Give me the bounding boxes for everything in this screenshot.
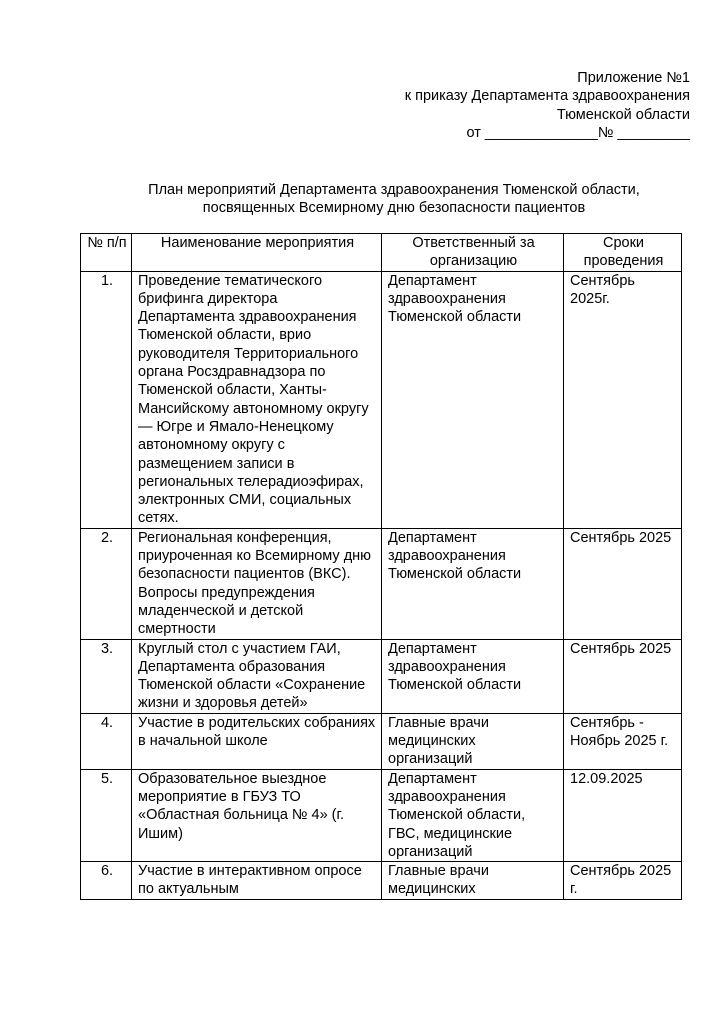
row-number: 3.: [81, 639, 132, 713]
event-name: Региональная конференция, приуроченная ко Всемирному дню безопасности пациентов (ВКС). Вопросы предупреждения младенческой и детской смертности: [132, 528, 382, 639]
event-dates: Сентябрь - Ноябрь 2025 г.: [564, 713, 682, 769]
event-dates: Сентябрь 2025 г.: [564, 862, 682, 900]
event-name: Проведение тематического брифинга директора Департамента здравоохранения Тюменской области, врио руководителя Территориального органа Росздравнадзора по Тюменской области, Ханты-Мансийскому автономному округу — Югре и Ямало-Ненецкому автономному округу с размещением записи в региональных телерадиоэфирах, электронных СМИ, социальных сетях.: [132, 271, 382, 528]
event-name: Образовательное выездное мероприятие в ГБУЗ ТО «Областная больница № 4» (г. Ишим): [132, 769, 382, 861]
table-row: [81, 271, 682, 528]
event-responsible: Департамент здравоохранения Тюменской области: [382, 271, 564, 528]
table-row: [81, 769, 682, 861]
title-line-1: План мероприятий Департамента здравоохранения Тюменской области,: [148, 182, 640, 198]
document-title: [80, 181, 708, 218]
table-row: [81, 528, 682, 639]
event-responsible: Главные врачи медицинских: [382, 862, 564, 900]
table-row: [81, 713, 682, 769]
event-dates: 12.09.2025: [564, 769, 682, 861]
table-row: [81, 639, 682, 713]
event-name: Круглый стол с участием ГАИ, Департамента образования Тюменской области «Сохранение жизни и здоровья детей»: [132, 639, 382, 713]
event-responsible: Департамент здравоохранения Тюменской области: [382, 639, 564, 713]
event-name: Участие в интерактивном опросе по актуальным: [132, 862, 382, 900]
column-header-dates: Сроки проведения: [564, 234, 682, 272]
event-name: Участие в родительских собраниях в начальной школе: [132, 713, 382, 769]
event-dates: Сентябрь 2025: [564, 639, 682, 713]
event-dates: Сентябрь 2025г.: [564, 271, 682, 528]
column-header-responsible: Ответственный за организацию: [382, 234, 564, 272]
event-dates: Сентябрь 2025: [564, 528, 682, 639]
appendix-region: Тюменской области: [556, 106, 690, 123]
table-header-row: [81, 234, 682, 272]
title-line-2: посвященных Всемирному дню безопасности пациентов: [202, 200, 586, 217]
appendix-date-number: от ______________№ _________: [466, 124, 690, 141]
event-responsible: Главные врачи медицинских организаций: [382, 713, 564, 769]
column-header-name: Наименование мероприятия: [132, 234, 382, 272]
row-number: 6.: [81, 862, 132, 900]
column-header-number: № п/п: [81, 234, 132, 272]
event-responsible: Департамент здравоохранения Тюменской области: [382, 528, 564, 639]
row-number: 2.: [81, 528, 132, 639]
row-number: 5.: [81, 769, 132, 861]
appendix-order-ref: к приказу Департамента здравоохранения: [404, 88, 690, 105]
table-row: [81, 862, 682, 900]
appendix-header: [290, 69, 690, 142]
appendix-number: Приложение №1: [577, 70, 690, 86]
row-number: 1.: [81, 271, 132, 528]
event-responsible: Департамент здравоохранения Тюменской области, ГВС, медицинские организаций: [382, 769, 564, 861]
row-number: 4.: [81, 713, 132, 769]
events-table: [80, 233, 682, 900]
